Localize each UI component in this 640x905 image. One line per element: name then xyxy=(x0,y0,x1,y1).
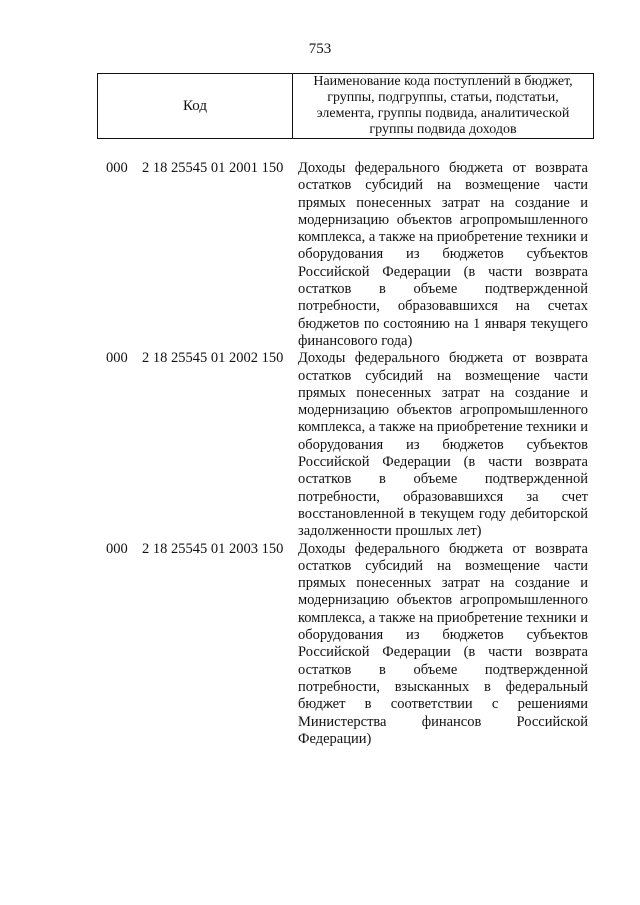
description-line: оборудования из бюджетов субъектов xyxy=(298,436,588,453)
description-line: остатков субсидий на возмещение части xyxy=(298,557,588,574)
description-line: комплекса, а также на приобретение техники и xyxy=(298,419,588,436)
description-line: задолженности прошлых лет) xyxy=(298,523,482,540)
description-line: комплекса, а также на приобретение техники и xyxy=(298,229,588,246)
table-header xyxy=(97,73,594,139)
row-income-code: 2 18 25545 01 2003 150 xyxy=(142,540,284,557)
page-number: 753 xyxy=(308,41,332,57)
description-line: Министерства финансов Российской xyxy=(298,713,588,730)
row-description xyxy=(298,160,588,350)
description-line: оборудования из бюджетов субъектов xyxy=(298,246,588,263)
description-line: комплекса, а также на приобретение техники и xyxy=(298,609,588,626)
row-admin-code: 000 xyxy=(106,540,128,557)
header-name-label: Наименование кода поступлений в бюджет, группы, подгруппы, статьи, подстатьи, элемента, группы подвида, аналитической группы подвида доходов xyxy=(313,74,573,137)
description-line: восстановленной в текущем году дебиторской xyxy=(298,505,588,522)
description-line: прямых понесенных затрат на создание и xyxy=(298,194,588,211)
row-admin-code: 000 xyxy=(106,160,128,176)
description-line: оборудования из бюджетов субъектов xyxy=(298,627,588,644)
description-line: прямых понесенных затрат на создание и xyxy=(298,384,588,401)
description-line: Доходы федерального бюджета от возврата xyxy=(298,540,588,557)
description-line: остатков субсидий на возмещение части xyxy=(298,177,588,194)
description-line: потребности, образовавшихся на счетах xyxy=(298,298,588,315)
header-code-label: Код xyxy=(98,74,293,138)
description-line: потребности, образовавшихся за счет xyxy=(298,488,588,505)
row-income-code: 2 18 25545 01 2001 150 xyxy=(142,160,284,176)
description-line: остатков субсидий на возмещение части xyxy=(298,367,588,384)
description-line: остатков в объеме подтвержденной xyxy=(298,281,588,298)
description-line: модернизацию объектов агропромышленного xyxy=(298,211,588,228)
row-description xyxy=(298,350,588,540)
description-line: Доходы федерального бюджета от возврата xyxy=(298,350,588,367)
description-line: Доходы федерального бюджета от возврата xyxy=(298,160,588,176)
table-row xyxy=(0,350,640,540)
description-line: модернизацию объектов агропромышленного xyxy=(298,402,588,419)
description-line: Федерации) xyxy=(298,730,372,747)
description-line: модернизацию объектов агропромышленного xyxy=(298,592,588,609)
description-line: Российской Федерации (в части возврата xyxy=(298,263,588,280)
description-line: бюджетов по состоянию на 1 января текущего xyxy=(298,315,588,332)
description-line: Российской Федерации (в части возврата xyxy=(298,644,588,661)
table-row xyxy=(0,160,640,350)
table-body xyxy=(0,160,640,748)
description-line: остатков в объеме подтвержденной xyxy=(298,471,588,488)
row-admin-code: 000 xyxy=(106,350,128,367)
row-income-code: 2 18 25545 01 2002 150 xyxy=(142,350,284,367)
description-line: финансового года) xyxy=(298,332,413,349)
row-description xyxy=(298,541,588,749)
description-line: прямых понесенных затрат на создание и xyxy=(298,575,588,592)
description-line: Российской Федерации (в части возврата xyxy=(298,454,588,471)
description-line: бюджет в соответствии с решениями xyxy=(298,696,588,713)
description-line: потребности, взысканных в федеральный xyxy=(298,678,588,695)
table-row xyxy=(0,541,640,749)
description-line: остатков в объеме подтвержденной xyxy=(298,661,588,678)
